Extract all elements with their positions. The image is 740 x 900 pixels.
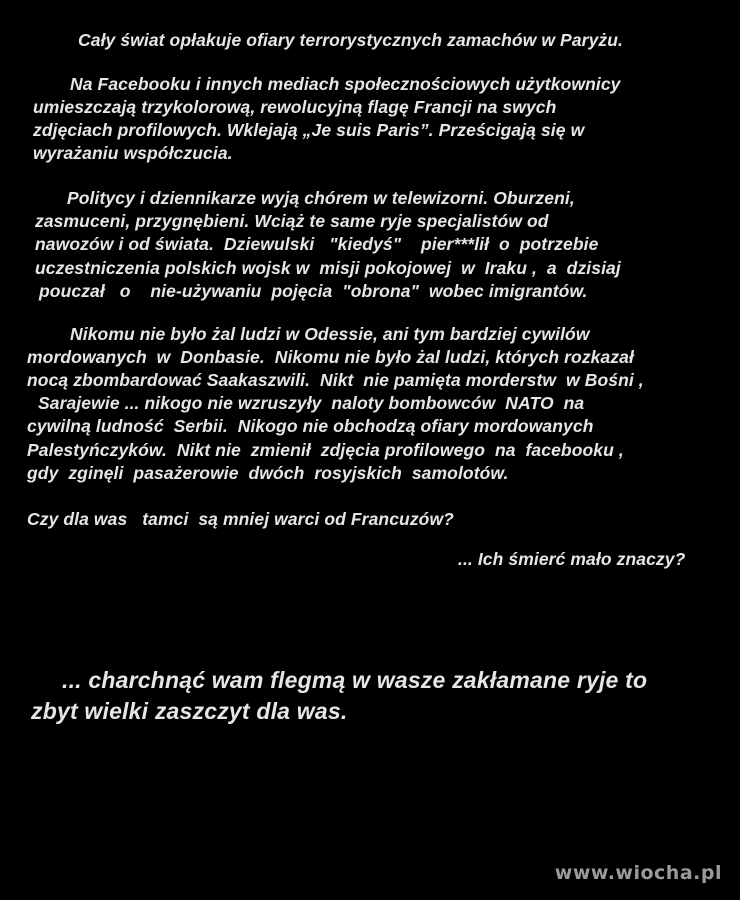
- paragraph3-line-3: nocą zbombardować Saakaszwili. Nikt nie pamięta morderstw w Bośni ,: [27, 370, 644, 390]
- paragraph2-line-1: Politycy i dziennikarze wyją chórem w telewizorni. Oburzeni,: [67, 188, 575, 208]
- paragraph1-line-2: umieszczają trzykolorową, rewolucyjną flagę Francji na swych: [33, 97, 557, 117]
- paragraph1-line-4: wyrażaniu współczucia.: [33, 143, 233, 163]
- paragraph2-line-2: zasmuceni, przygnębieni. Wciąż te same ryje specjalistów od: [35, 211, 549, 231]
- paragraph1-line-3: zdjęciach profilowych. Wklejają „Je suis Paris”. Prześcigają się w: [33, 120, 585, 140]
- paragraph3-line-6: Palestyńczyków. Nikt nie zmienił zdjęcia profilowego na facebooku ,: [27, 440, 624, 460]
- paragraph3-line-2: mordowanych w Donbasie. Nikomu nie było żal ludzi, których rozkazał: [27, 347, 634, 367]
- title-line: Cały świat opłakuje ofiary terrorystycznych zamachów w Paryżu.: [78, 30, 624, 50]
- closing-line-1: ... charchnąć wam flegmą w wasze zakłamane ryje to: [62, 667, 648, 693]
- question-line-1: Czy dla was tamci są mniej warci od Francuzów?: [27, 509, 454, 529]
- paragraph3-line-5: cywilną ludność Serbii. Nikogo nie obchodzą ofiary mordowanych: [27, 416, 594, 436]
- paragraph1-line-1: Na Facebooku i innych mediach społecznościowych użytkownicy: [70, 74, 621, 94]
- paragraph3-line-1: Nikomu nie było żal ludzi w Odessie, ani tym bardziej cywilów: [70, 324, 590, 344]
- paragraph3-line-7: gdy zginęli pasażerowie dwóch rosyjskich samolotów.: [27, 463, 509, 483]
- paragraph2-line-5: pouczał o nie-używaniu pojęcia "obrona" wobec imigrantów.: [39, 281, 588, 301]
- question-line-2: ... Ich śmierć mało znaczy?: [458, 549, 686, 569]
- site-watermark: www.wiocha.pl: [554, 862, 722, 884]
- closing-line-2: zbyt wielki zaszczyt dla was.: [31, 698, 348, 724]
- paragraph2-line-4: uczestniczenia polskich wojsk w misji pokojowej w Iraku , a dzisiaj: [35, 258, 621, 278]
- paragraph3-line-4: Sarajewie ... nikogo nie wzruszyły naloty bombowców NATO na: [38, 393, 585, 413]
- paragraph2-line-3: nawozów i od świata. Dziewulski "kiedyś" pier***lił o potrzebie: [35, 234, 599, 254]
